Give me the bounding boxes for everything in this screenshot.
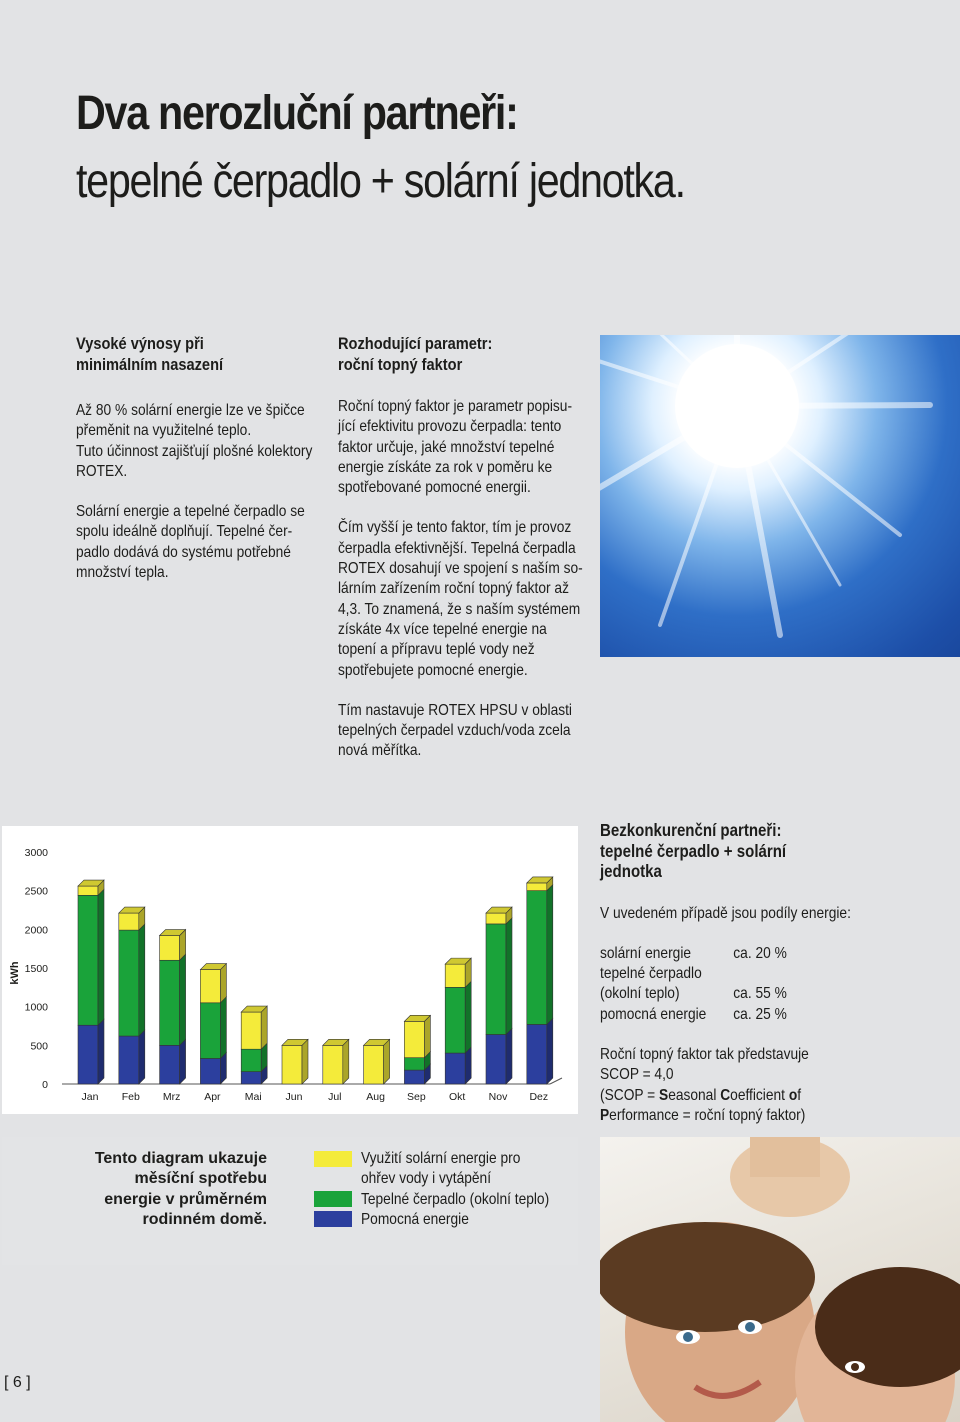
- chart-bar-segment: [241, 1012, 261, 1049]
- chart-bar-segment: [404, 1070, 424, 1084]
- chart-y-tick-label: 2500: [24, 885, 48, 898]
- column-middle: [338, 333, 583, 762]
- scop-definition: (SCOP = Seasonal Coefficient of: [600, 1086, 802, 1104]
- shares-intro: V uvedeném případě jsou podíly energie:: [600, 904, 851, 922]
- chart-bar-segment: [160, 1045, 180, 1084]
- right-heading: Bezkonkurenční partneři: tepelné čerpadlo + solární jednotka: [600, 820, 787, 881]
- chart-bar-side: [424, 1015, 430, 1057]
- energy-share-row: [600, 984, 901, 1004]
- chart-x-tick-label: Mai: [244, 1091, 262, 1103]
- chart-bar-segment: [200, 970, 220, 1003]
- chart-bar-segment: [78, 1025, 98, 1084]
- col2-paragraph-1: Roční topný faktor je parametr popisu- jící efektivitu provozu čerpadla: tento faktor určuje, jaké množství tepelné energie získáte za rok v poměru ke spotřebované pomocné energii.: [338, 398, 573, 497]
- chart-bar-segment: [119, 1036, 139, 1084]
- chart-bar-side: [139, 1030, 145, 1084]
- chart-bar-segment: [119, 930, 139, 1036]
- scop-text: Roční topný faktor tak představuje SCOP = 4,0 (SCOP = Seasonal Coefficient of Performance = roční topný faktor): [600, 1045, 901, 1126]
- chart-bar-segment: [78, 895, 98, 1025]
- chart-bar-segment: [364, 1045, 384, 1084]
- energy-chart-svg: [2, 826, 578, 1114]
- chart-bar-side: [180, 1039, 186, 1084]
- chart-bar-side: [343, 1039, 349, 1084]
- chart-x-tick-label: Apr: [204, 1091, 221, 1103]
- chart-bar-segment: [160, 936, 180, 961]
- chart-bar-side: [98, 889, 104, 1025]
- chart-bar-segment: [486, 913, 506, 924]
- energy-share-value: ca. 55 %: [733, 985, 787, 1003]
- chart-x-tick-label: Jun: [285, 1091, 303, 1103]
- energy-share-label: (okolní teplo): [600, 985, 680, 1003]
- col2-heading: Rozhodující parametr: roční topný faktor: [338, 334, 493, 374]
- chart-x-tick-label: Mrz: [162, 1091, 181, 1103]
- legend-swatch-heatpump: [314, 1191, 352, 1207]
- chart-bar-side: [261, 1006, 267, 1049]
- page-number: [ 6 ]: [4, 1374, 31, 1391]
- energy-shares-list: [600, 944, 950, 1025]
- chart-bar-segment: [445, 987, 465, 1053]
- column-left: [76, 333, 312, 583]
- chart-bar-segment: [527, 883, 547, 891]
- energy-share-label: pomocná energie: [600, 1005, 707, 1023]
- right-column: [600, 820, 950, 1126]
- chart-bar-segment: [404, 1021, 424, 1057]
- chart-bar-side: [547, 1018, 553, 1084]
- energy-share-label: tepelné čerpadlo: [600, 965, 702, 983]
- chart-bar-segment: [241, 1072, 261, 1084]
- chart-bar-side: [506, 1029, 512, 1084]
- page-subtitle: tepelné čerpadlo + solární jednotka.: [76, 155, 685, 208]
- chart-bar-side: [220, 997, 226, 1059]
- chart-bar-segment: [200, 1058, 220, 1084]
- chart-bar-side: [547, 885, 553, 1025]
- energy-share-value: ca. 20 %: [733, 944, 787, 962]
- chart-bar-segment: [200, 1003, 220, 1059]
- energy-chart: [2, 826, 578, 1114]
- page-title: Dva nerozluční partneři:: [76, 87, 518, 140]
- energy-share-value: ca. 25 %: [733, 1005, 787, 1023]
- couple-photo: [600, 1137, 960, 1422]
- chart-bar-segment: [78, 886, 98, 895]
- chart-bar-segment: [160, 960, 180, 1045]
- col1-heading: Vysoké výnosy při minimálním nasazení: [76, 334, 224, 374]
- chart-y-tick-label: 1000: [24, 1001, 48, 1014]
- chart-bar-side: [98, 1019, 104, 1084]
- chart-bar-segment: [404, 1058, 424, 1070]
- chart-x-tick-label: Feb: [121, 1091, 140, 1103]
- energy-share-row: [600, 964, 901, 984]
- legend-swatch-auxiliary: [314, 1211, 352, 1227]
- legend-caption: Tento diagram ukazuje měsíční spotřebu energie v průměrném rodinném domě.: [94, 1150, 267, 1228]
- energy-share-row: [600, 1005, 901, 1025]
- sun-photo: [600, 335, 960, 657]
- chart-bar-segment: [527, 1024, 547, 1084]
- chart-x-tick-label: Okt: [449, 1091, 466, 1103]
- couple-photo-image: [600, 1137, 960, 1422]
- chart-y-tick-label: 3000: [24, 847, 48, 859]
- chart-bar-side: [465, 981, 471, 1053]
- chart-y-axis-label: kWh: [9, 961, 21, 985]
- chart-bar-side: [139, 924, 145, 1036]
- energy-share-label: solární energie: [600, 944, 692, 962]
- chart-bar-segment: [241, 1049, 261, 1071]
- legend-swatch-solar: [314, 1151, 352, 1167]
- chart-y-tick-label: 2000: [24, 924, 48, 937]
- chart-bar-segment: [119, 913, 139, 930]
- col2-paragraph-3: Tím nastavuje ROTEX HPSU v oblasti tepelných čerpadel vzduch/voda zcela nová měřítka.: [338, 701, 573, 760]
- chart-x-tick-label: Jan: [81, 1091, 99, 1103]
- sun-rays-image: [600, 335, 960, 657]
- chart-bar-segment: [445, 1053, 465, 1084]
- chart-bar-segment: [486, 1035, 506, 1084]
- chart-legend-box: [2, 1137, 578, 1265]
- legend-entries: Využití solární energie pro ohřev vody i vytápění Tepelné čerpadlo (okolní teplo) Pomocná energie: [361, 1150, 550, 1228]
- chart-bar-side: [384, 1039, 390, 1084]
- chart-y-tick-label: 1500: [24, 963, 48, 975]
- chart-bar-segment: [527, 891, 547, 1025]
- col2-paragraph-2: Čím vyšší je tento faktor, tím je provoz čerpadla efektivnější. Tepelná čerpadla ROTEX dosahují ve spojení s naším so- lárním zařízením roční topný faktor až 4,3. To znamená, že s naším systémem získáte 4x více tepelné energie na topení a přípravu teplé vody než spotřebujete pomocné energie.: [338, 519, 583, 679]
- chart-bar-segment: [323, 1045, 343, 1084]
- chart-bar-side: [180, 954, 186, 1045]
- chart-x-tick-label: Aug: [366, 1091, 385, 1103]
- chart-y-tick-label: 500: [30, 1040, 48, 1053]
- energy-share-row: [600, 944, 901, 964]
- chart-bar-side: [465, 1047, 471, 1084]
- chart-x-tick-label: Jul: [328, 1091, 342, 1103]
- chart-bar-segment: [486, 924, 506, 1035]
- chart-bar-side: [220, 964, 226, 1003]
- chart-x-tick-label: Sep: [407, 1091, 426, 1103]
- chart-bar-side: [302, 1039, 308, 1084]
- chart-x-tick-label: Dez: [529, 1091, 549, 1103]
- chart-y-tick-label: 0: [42, 1079, 48, 1091]
- col1-paragraph-1: Až 80 % solární energie lze ve špičce přeměnit na využitelné teplo. Tuto účinnost zajišťují plošné kolektory ROTEX.: [76, 402, 313, 480]
- chart-bar-segment: [445, 964, 465, 987]
- chart-bar-side: [506, 918, 512, 1035]
- chart-bar-segment: [282, 1045, 302, 1084]
- col1-paragraph-2: Solární energie a tepelné čerpadlo se spolu ideálně doplňují. Tepelné čer- padlo dodává do systému potřebné množství tepla.: [76, 503, 305, 582]
- chart-x-tick-label: Nov: [488, 1091, 508, 1103]
